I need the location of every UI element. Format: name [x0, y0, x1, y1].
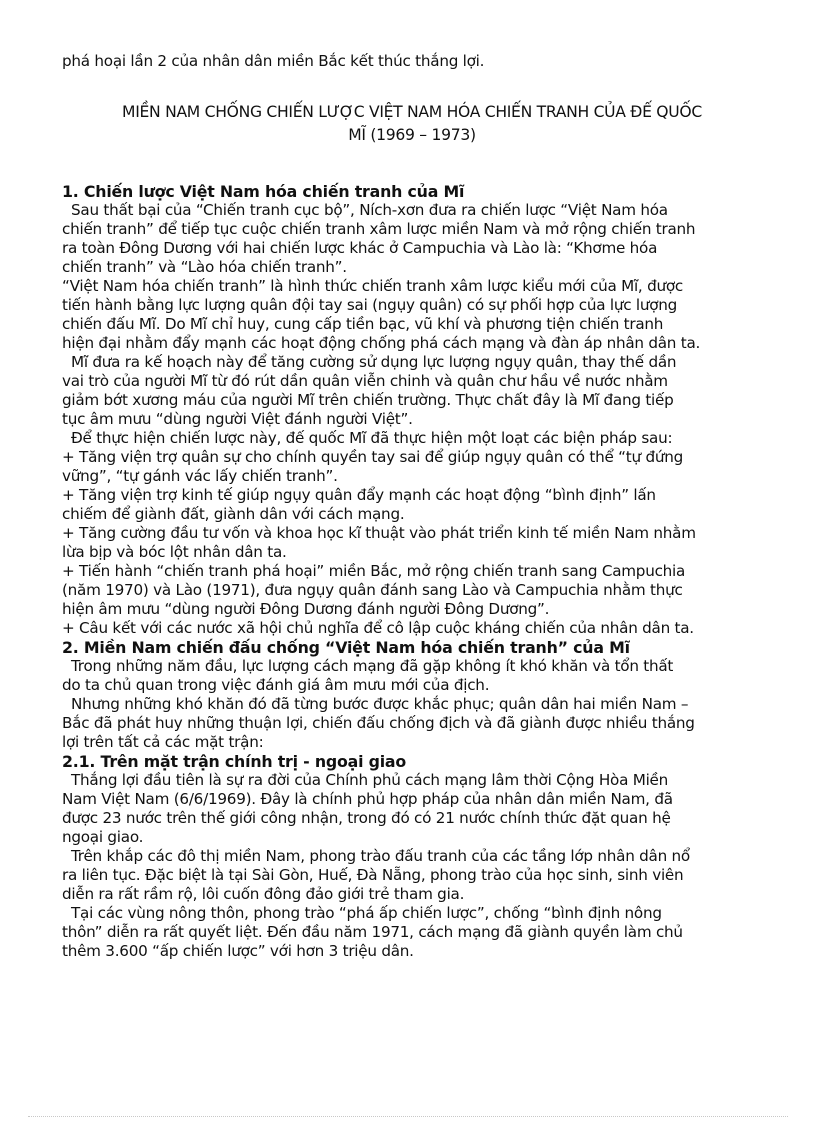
text-line: Nam Việt Nam (6/6/1969). Đây là chính phủ hợp pháp của nhân dân miền Nam, đã [62, 790, 673, 808]
text-line: “Việt Nam hóa chiến tranh” là hình thức chiến tranh xâm lược kiểu mới của Mĩ, được [62, 277, 683, 295]
text-line: vững”, “tự gánh vác lấy chiến tranh”. [62, 467, 338, 485]
text-line: do ta chủ quan trong việc đánh giá âm mưu mới của địch. [62, 676, 490, 694]
text-line: ngoại giao. [62, 828, 144, 846]
text-line: (năm 1970) và Lào (1971), đưa ngụy quân đánh sang Lào và Campuchia nhằm thực [62, 581, 683, 599]
text-line: Trên khắp các đô thị miền Nam, phong trào đấu tranh của các tầng lớp nhân dân nổ [71, 847, 690, 865]
text-line: thêm 3.600 “ấp chiến lược” với hơn 3 triệu dân. [62, 942, 414, 960]
text-line: + Tiến hành “chiến tranh phá hoại” miền Bắc, mở rộng chiến tranh sang Campuchia [62, 562, 686, 580]
title-line-2: MĨ (1969 – 1973) [348, 126, 476, 144]
text-line: chiếm để giành đất, giành dân với cách mạng. [62, 505, 405, 523]
text-line: + Tăng viện trợ quân sự cho chính quyền tay sai để giúp ngụy quân có thể “tự đứng [62, 448, 683, 466]
text-line: được 23 nước trên thế giới công nhận, trong đó có 21 nước chính thức đặt quan hệ [62, 809, 671, 827]
text-line: Tại các vùng nông thôn, phong trào “phá ấp chiến lược”, chống “bình định nông [71, 904, 662, 922]
section-1 [62, 182, 762, 638]
document-page [62, 52, 762, 961]
text-line: chiến tranh” và “Lào hóa chiến tranh”. [62, 258, 347, 276]
text-line: Để thực hiện chiến lược này, đế quốc Mĩ đã thực hiện một loạt các biện pháp sau: [71, 429, 673, 447]
section-1-body [62, 201, 762, 638]
text-line: Bắc đã phát huy những thuận lợi, chiến đấu chống địch và đã giành được nhiều thắng [62, 714, 695, 732]
page-bottom-divider [28, 1116, 788, 1117]
text-line: Thắng lợi đầu tiên là sự ra đời của Chính phủ cách mạng lâm thời Cộng Hòa Miền [71, 771, 669, 789]
text-line: + Tăng cường đầu tư vốn và khoa học kĩ thuật vào phát triển kinh tế miền Nam nhằm [62, 524, 696, 542]
text-line: hiện đại nhằm đẩy mạnh các hoạt động chống phá cách mạng và đàn áp nhân dân ta. [62, 334, 701, 352]
text-line: Nhưng những khó khăn đó đã từng bước được khắc phục; quân dân hai miền Nam – [71, 695, 689, 713]
section-2 [62, 638, 762, 752]
text-line: ra liên tục. Đặc biệt là tại Sài Gòn, Huế, Đà Nẵng, phong trào của học sinh, sinh viên [62, 866, 684, 884]
text-line: hiện âm mưu “dùng người Đông Dương đánh người Đông Dương”. [62, 600, 550, 618]
section-1-heading: 1. Chiến lược Việt Nam hóa chiến tranh của Mĩ [62, 182, 465, 201]
text-line: chiến đấu Mĩ. Do Mĩ chỉ huy, cung cấp tiền bạc, vũ khí và phương tiện chiến tranh [62, 315, 664, 333]
text-line: tiến hành bằng lực lượng quân đội tay sai (ngụy quân) có sự phối hợp của lực lượng [62, 296, 678, 314]
text-line: diễn ra rất rầm rộ, lôi cuốn đông đảo giới trẻ tham gia. [62, 885, 465, 903]
text-line: giảm bớt xương máu của người Mĩ trên chiến trường. Thực chất đây là Mĩ đang tiếp [62, 391, 674, 409]
text-line: lợi trên tất cả các mặt trận: [62, 733, 264, 751]
section-2-1-body [62, 771, 762, 961]
section-2-1-heading: 2.1. Trên mặt trận chính trị - ngoại giao [62, 752, 407, 771]
document-title [62, 101, 762, 147]
text-line: Mĩ đưa ra kế hoạch này để tăng cường sử dụng lực lượng ngụy quân, thay thế dần [71, 353, 677, 371]
text-line: lừa bịp và bóc lột nhân dân ta. [62, 543, 287, 561]
text-line: + Tăng viện trợ kinh tế giúp ngụy quân đẩy mạnh các hoạt động “bình định” lấn [62, 486, 656, 504]
text-line: ra toàn Đông Dương với hai chiến lược khác ở Campuchia và Lào là: “Khơme hóa [62, 239, 658, 257]
text-line: Trong những năm đầu, lực lượng cách mạng đã gặp không ít khó khăn và tổn thất [71, 657, 674, 675]
text-line: vai trò của người Mĩ từ đó rút dần quân viễn chinh và quân chư hầu về nước nhằm [62, 372, 668, 390]
title-line-1: MIỀN NAM CHỐNG CHIẾN LƯỢC VIỆT NAM HÓA CHIẾN TRANH CỦA ĐẾ QUỐC [122, 103, 702, 121]
section-2-1 [62, 752, 762, 961]
intro-line: phá hoại lần 2 của nhân dân miền Bắc kết thúc thắng lợi. [62, 52, 485, 70]
text-line: chiến tranh” để tiếp tục cuộc chiến tranh xâm lược miền Nam và mở rộng chiến tranh [62, 220, 696, 238]
section-2-heading: 2. Miền Nam chiến đấu chống “Việt Nam hóa chiến tranh” của Mĩ [62, 638, 630, 657]
text-line: tục âm mưu “dùng người Việt đánh người Việt”. [62, 410, 413, 428]
section-2-body [62, 657, 762, 752]
text-line: + Câu kết với các nước xã hội chủ nghĩa để cô lập cuộc kháng chiến của nhân dân ta. [62, 619, 694, 637]
text-line: Sau thất bại của “Chiến tranh cục bộ”, Ních-xơn đưa ra chiến lược “Việt Nam hóa [71, 201, 668, 219]
text-line: thôn” diễn ra rất quyết liệt. Đến đầu năm 1971, cách mạng đã giành quyền làm chủ [62, 923, 683, 941]
